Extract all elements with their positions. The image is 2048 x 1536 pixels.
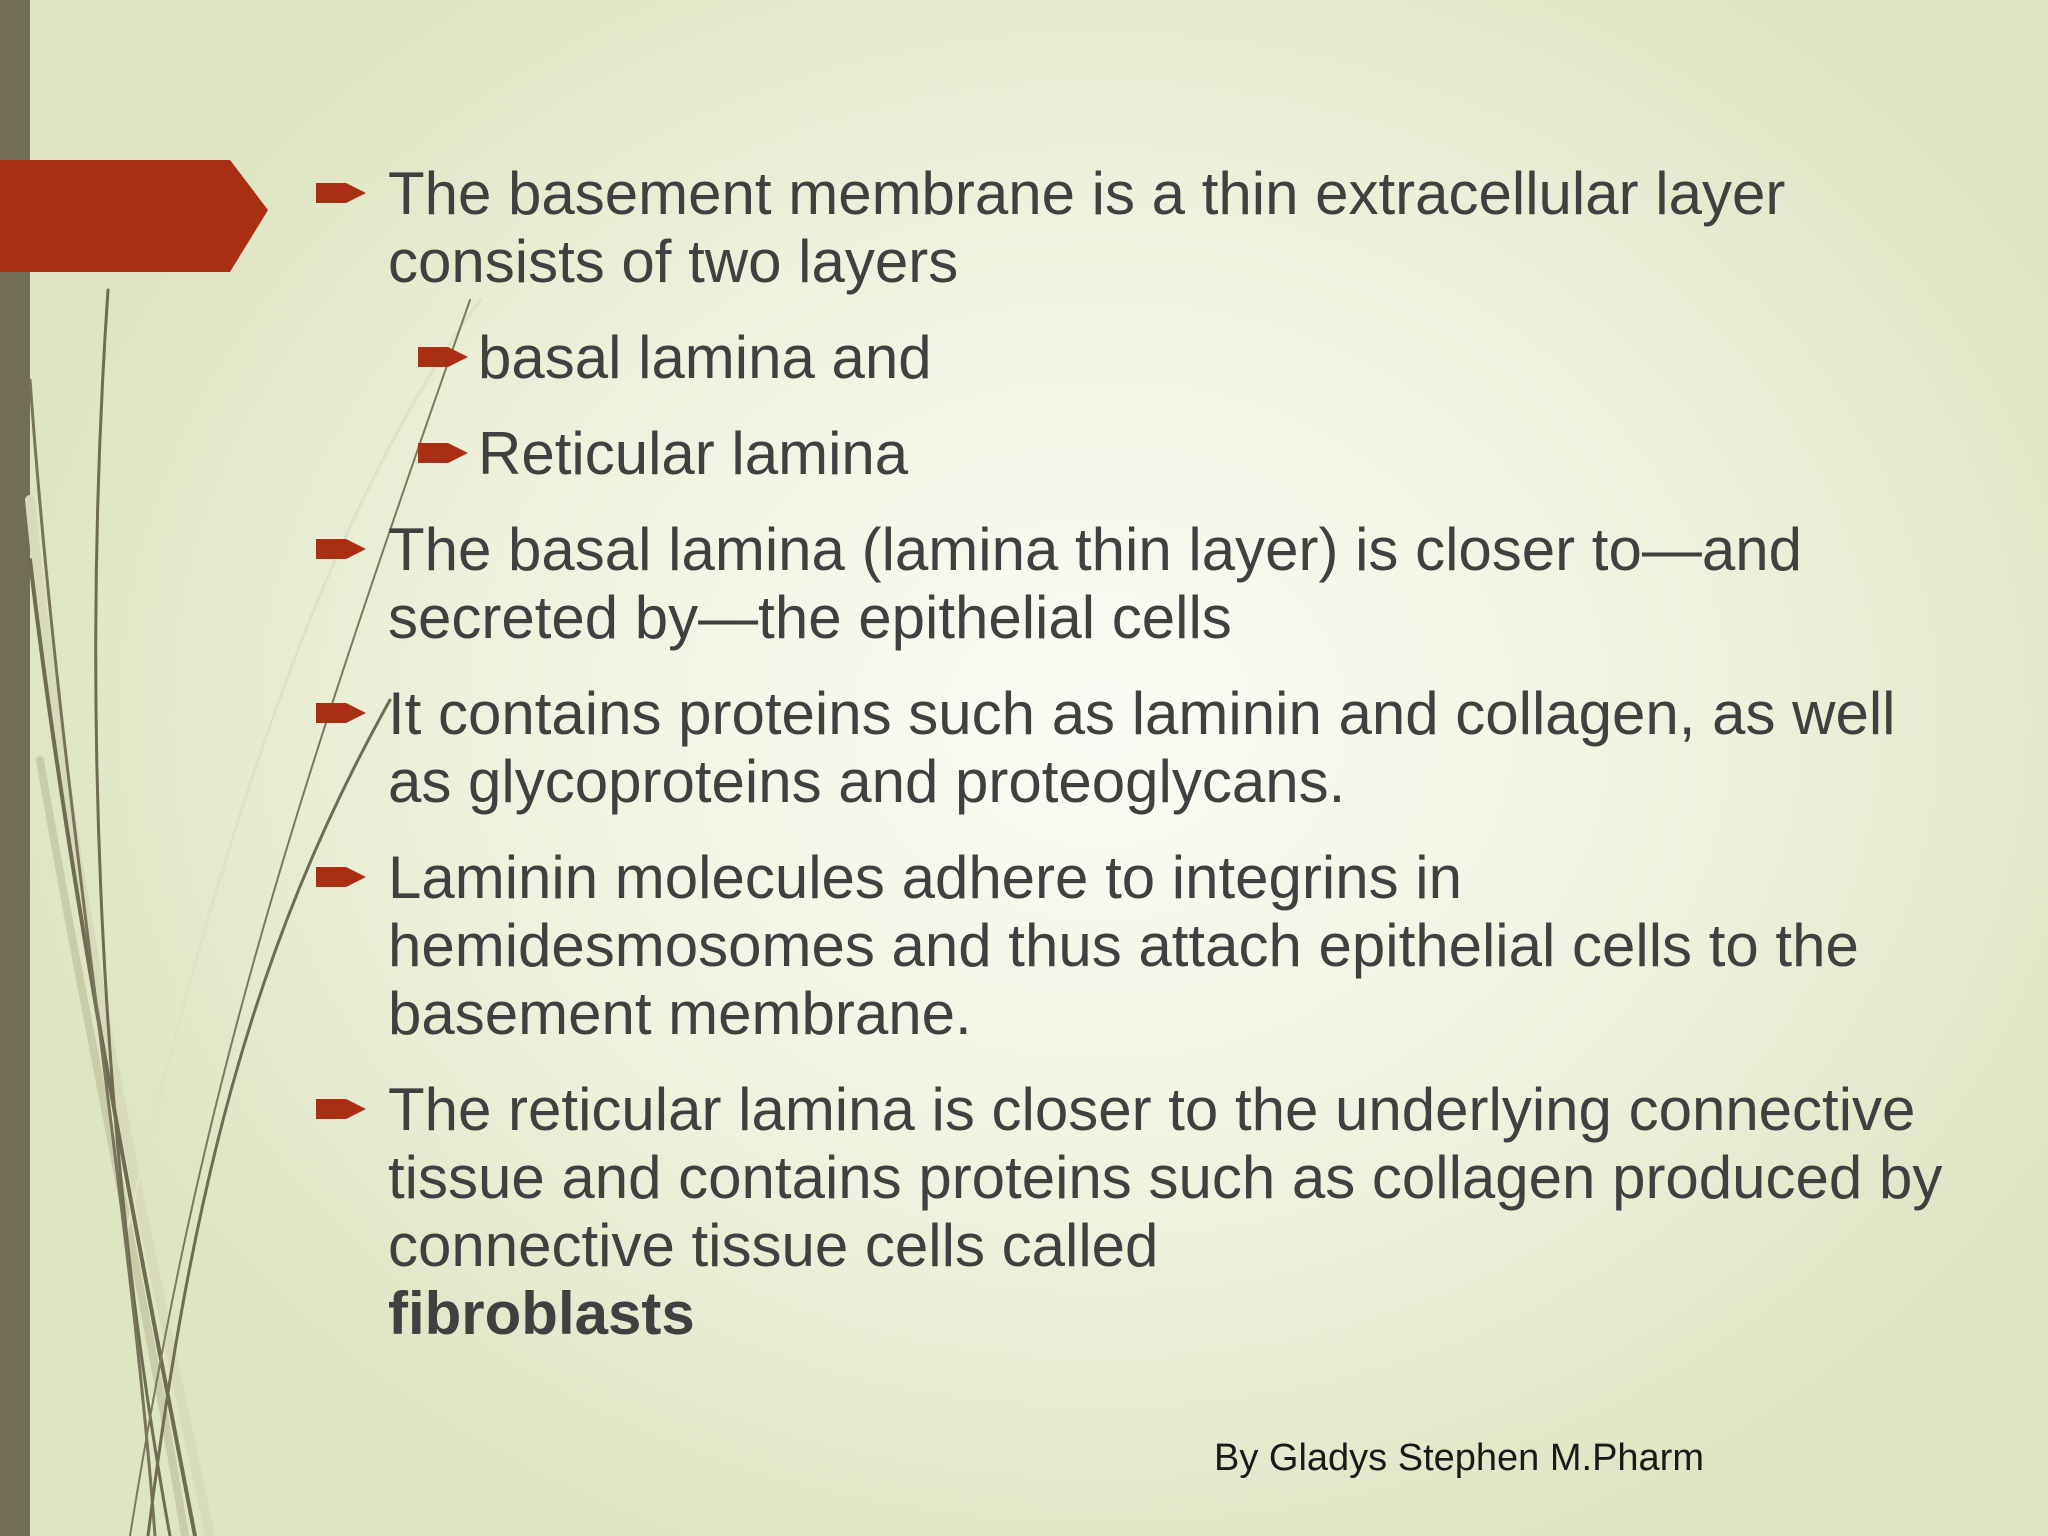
bullet-list <box>308 160 1948 1376</box>
arrow-bullet-icon <box>418 440 470 466</box>
bullet-bold-term: fibroblasts <box>388 1280 695 1347</box>
bullet-text: It contains proteins such as laminin and collagen, as well as glycoproteins and proteoglycans. <box>388 680 1896 815</box>
arrow-bullet-icon <box>316 864 368 890</box>
bullet-item <box>308 160 1948 296</box>
arrow-bullet-icon <box>316 1096 368 1122</box>
bullet-text: The basal lamina (lamina thin layer) is closer to—and secreted by—the epithelial cells <box>388 516 1802 651</box>
bullet-text: Laminin molecules adhere to integrins in hemidesmosomes and thus attach epithelial cells to the basement membrane. <box>388 844 1859 1047</box>
bullet-item <box>308 680 1948 816</box>
sub-bullet-item <box>308 420 1948 488</box>
footer-author: By Gladys Stephen M.Pharm <box>1214 1437 1704 1479</box>
bullet-item <box>308 844 1948 1048</box>
arrow-bullet-icon <box>316 536 368 562</box>
arrow-bullet-icon <box>418 344 470 370</box>
bullet-item <box>308 1076 1948 1348</box>
arrow-bullet-icon <box>316 700 368 726</box>
sub-bullet-text: basal lamina and <box>478 324 932 391</box>
bullet-item <box>308 516 1948 652</box>
bullet-text: The reticular lamina is closer to the underlying connective tissue and contains proteins such as collagen produced by connective tissue cells called <box>388 1076 1943 1279</box>
arrow-bullet-icon <box>316 180 368 206</box>
sub-bullet-text: Reticular lamina <box>478 420 909 487</box>
sub-bullet-item <box>308 324 1948 392</box>
title-arrow-tab <box>0 160 270 275</box>
bullet-text: The basement membrane is a thin extracellular layer consists of two layers <box>388 160 1786 295</box>
